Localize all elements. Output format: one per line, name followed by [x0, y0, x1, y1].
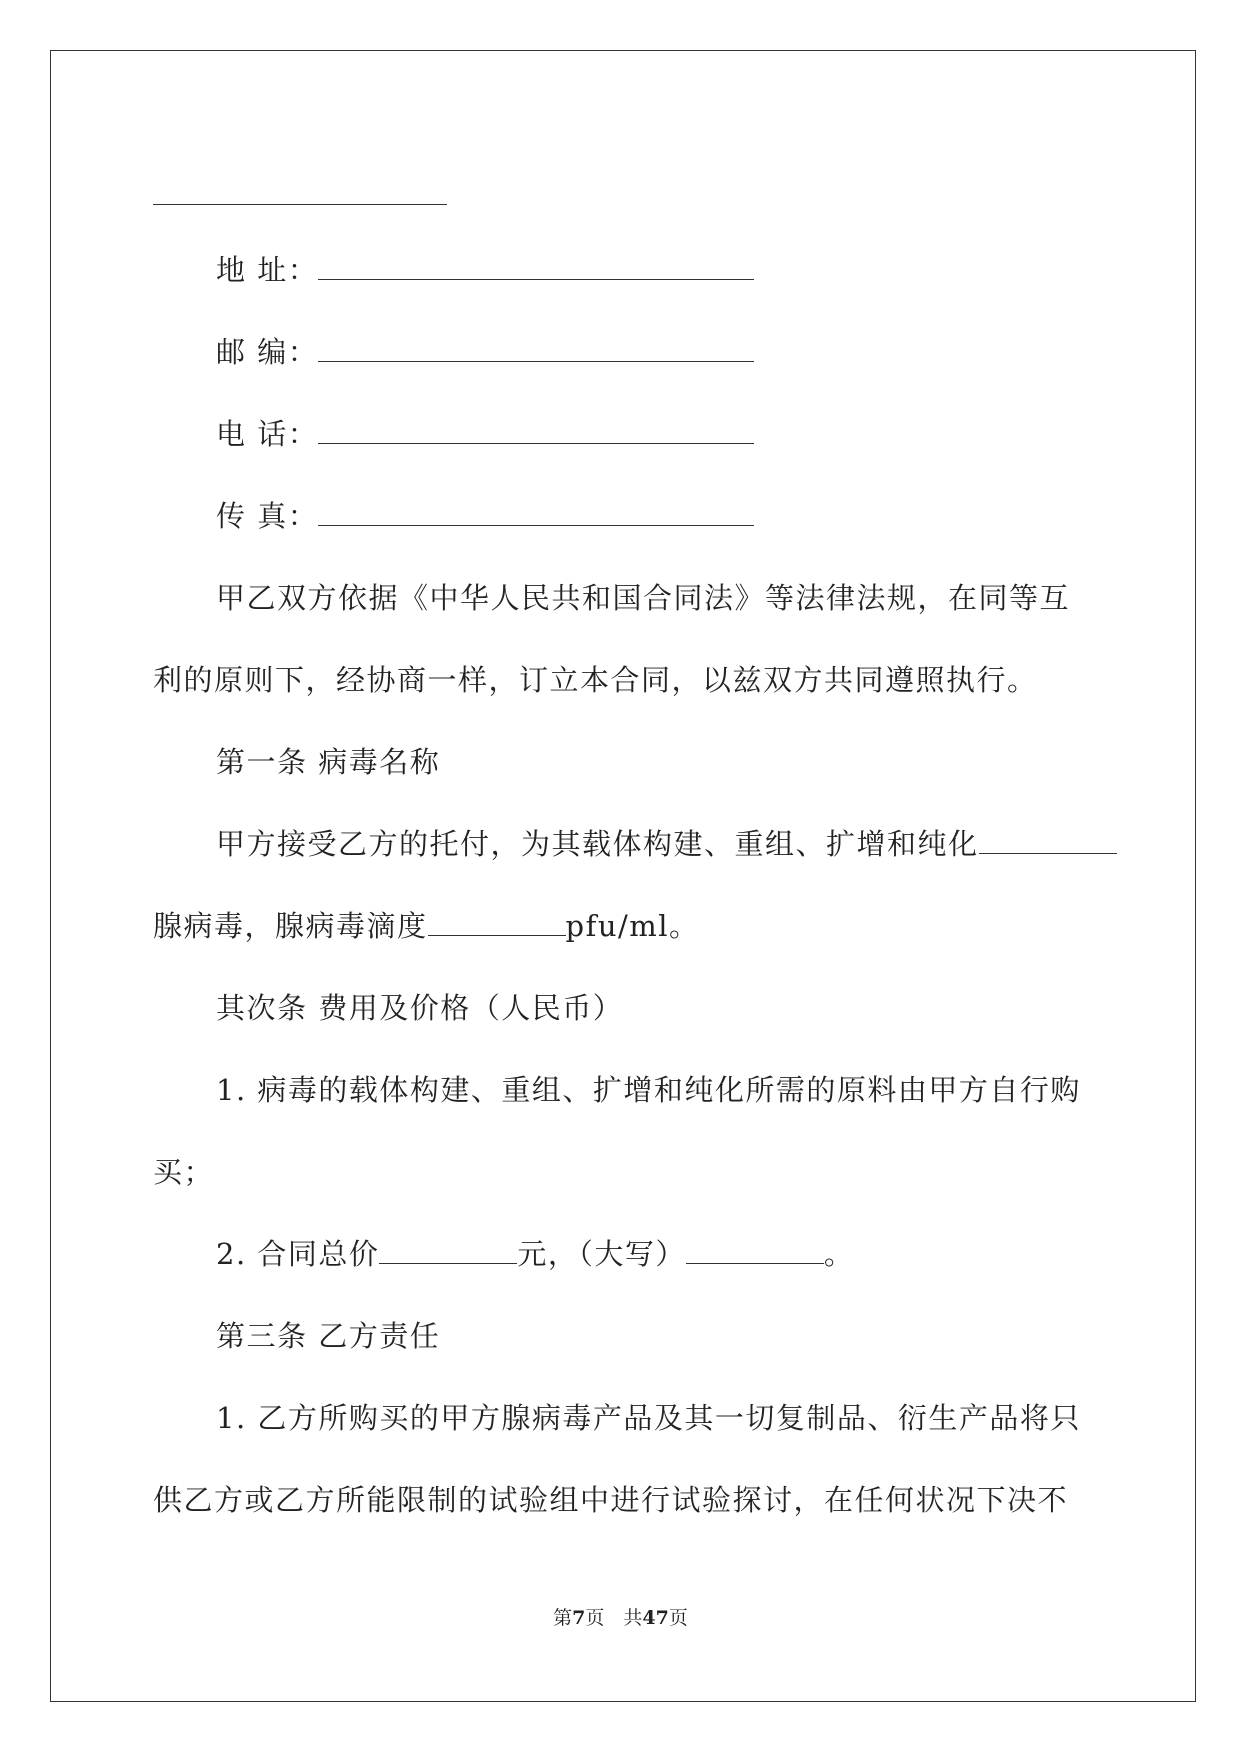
total-price-end: 。 [823, 1237, 855, 1271]
address-blank[interactable] [318, 253, 754, 280]
article3-item1-line-2: 供乙方或乙方所能限制的试验组中进行试验探讨，在任何状况下决不 [153, 1483, 1069, 1517]
footer-prefix: 第 [553, 1607, 573, 1629]
article3-title: 第三条 乙方责任 [216, 1319, 441, 1353]
total-price-label: 2. 合同总价 [216, 1237, 380, 1271]
article1-line-1 [216, 824, 1117, 864]
article2-item2 [216, 1234, 854, 1274]
fax-label: 传 真： [216, 499, 319, 533]
intro-line-2: 利的原则下，经协商一样，订立本合同，以兹双方共同遵照执行。 [153, 663, 1038, 697]
page-footer [0, 1603, 1241, 1630]
address-field [216, 250, 754, 290]
total-price-upper-blank[interactable] [686, 1237, 824, 1264]
virus-name-blank[interactable] [979, 827, 1117, 854]
postcode-blank[interactable] [318, 335, 754, 362]
footer-middle: 页 共 [585, 1607, 643, 1629]
postcode-field [216, 332, 754, 372]
article2-item1-line-2: 买； [153, 1155, 215, 1189]
phone-blank[interactable] [318, 417, 754, 444]
page-border [50, 50, 1196, 1702]
footer-suffix: 页 [668, 1607, 688, 1629]
article1-unit: pfu/ml。 [565, 909, 700, 943]
article1-title: 第一条 病毒名称 [216, 745, 441, 779]
total-price-upper-label: 元，（大写） [517, 1237, 686, 1271]
intro-line-1: 甲乙双方依据《中华人民共和国合同法》等法律法规，在同等互 [216, 581, 1071, 615]
fax-blank[interactable] [318, 499, 754, 526]
postcode-label: 邮 编： [216, 335, 319, 369]
address-label: 地 址： [216, 253, 319, 287]
blank-line-continuation [153, 204, 447, 205]
article2-title: 其次条 费用及价格（人民币） [216, 991, 624, 1025]
article3-item1-line-1: 1. 乙方所购买的甲方腺病毒产品及其一切复制品、衍生产品将只 [216, 1401, 1081, 1435]
footer-page-number: 7 [572, 1607, 586, 1629]
fax-field [216, 496, 754, 536]
phone-field [216, 414, 754, 454]
article2-item1-line-1: 1. 病毒的载体构建、重组、扩增和纯化所需的原料由甲方自行购 [216, 1073, 1081, 1107]
titer-blank[interactable] [428, 909, 566, 936]
phone-label: 电 话： [216, 417, 319, 451]
article1-text-2: 腺病毒，腺病毒滴度 [153, 909, 428, 943]
article1-text-1: 甲方接受乙方的托付，为其载体构建、重组、扩增和纯化 [216, 827, 979, 861]
article1-line-2 [153, 906, 700, 946]
total-price-blank[interactable] [379, 1237, 517, 1264]
footer-total-pages: 47 [642, 1607, 669, 1629]
